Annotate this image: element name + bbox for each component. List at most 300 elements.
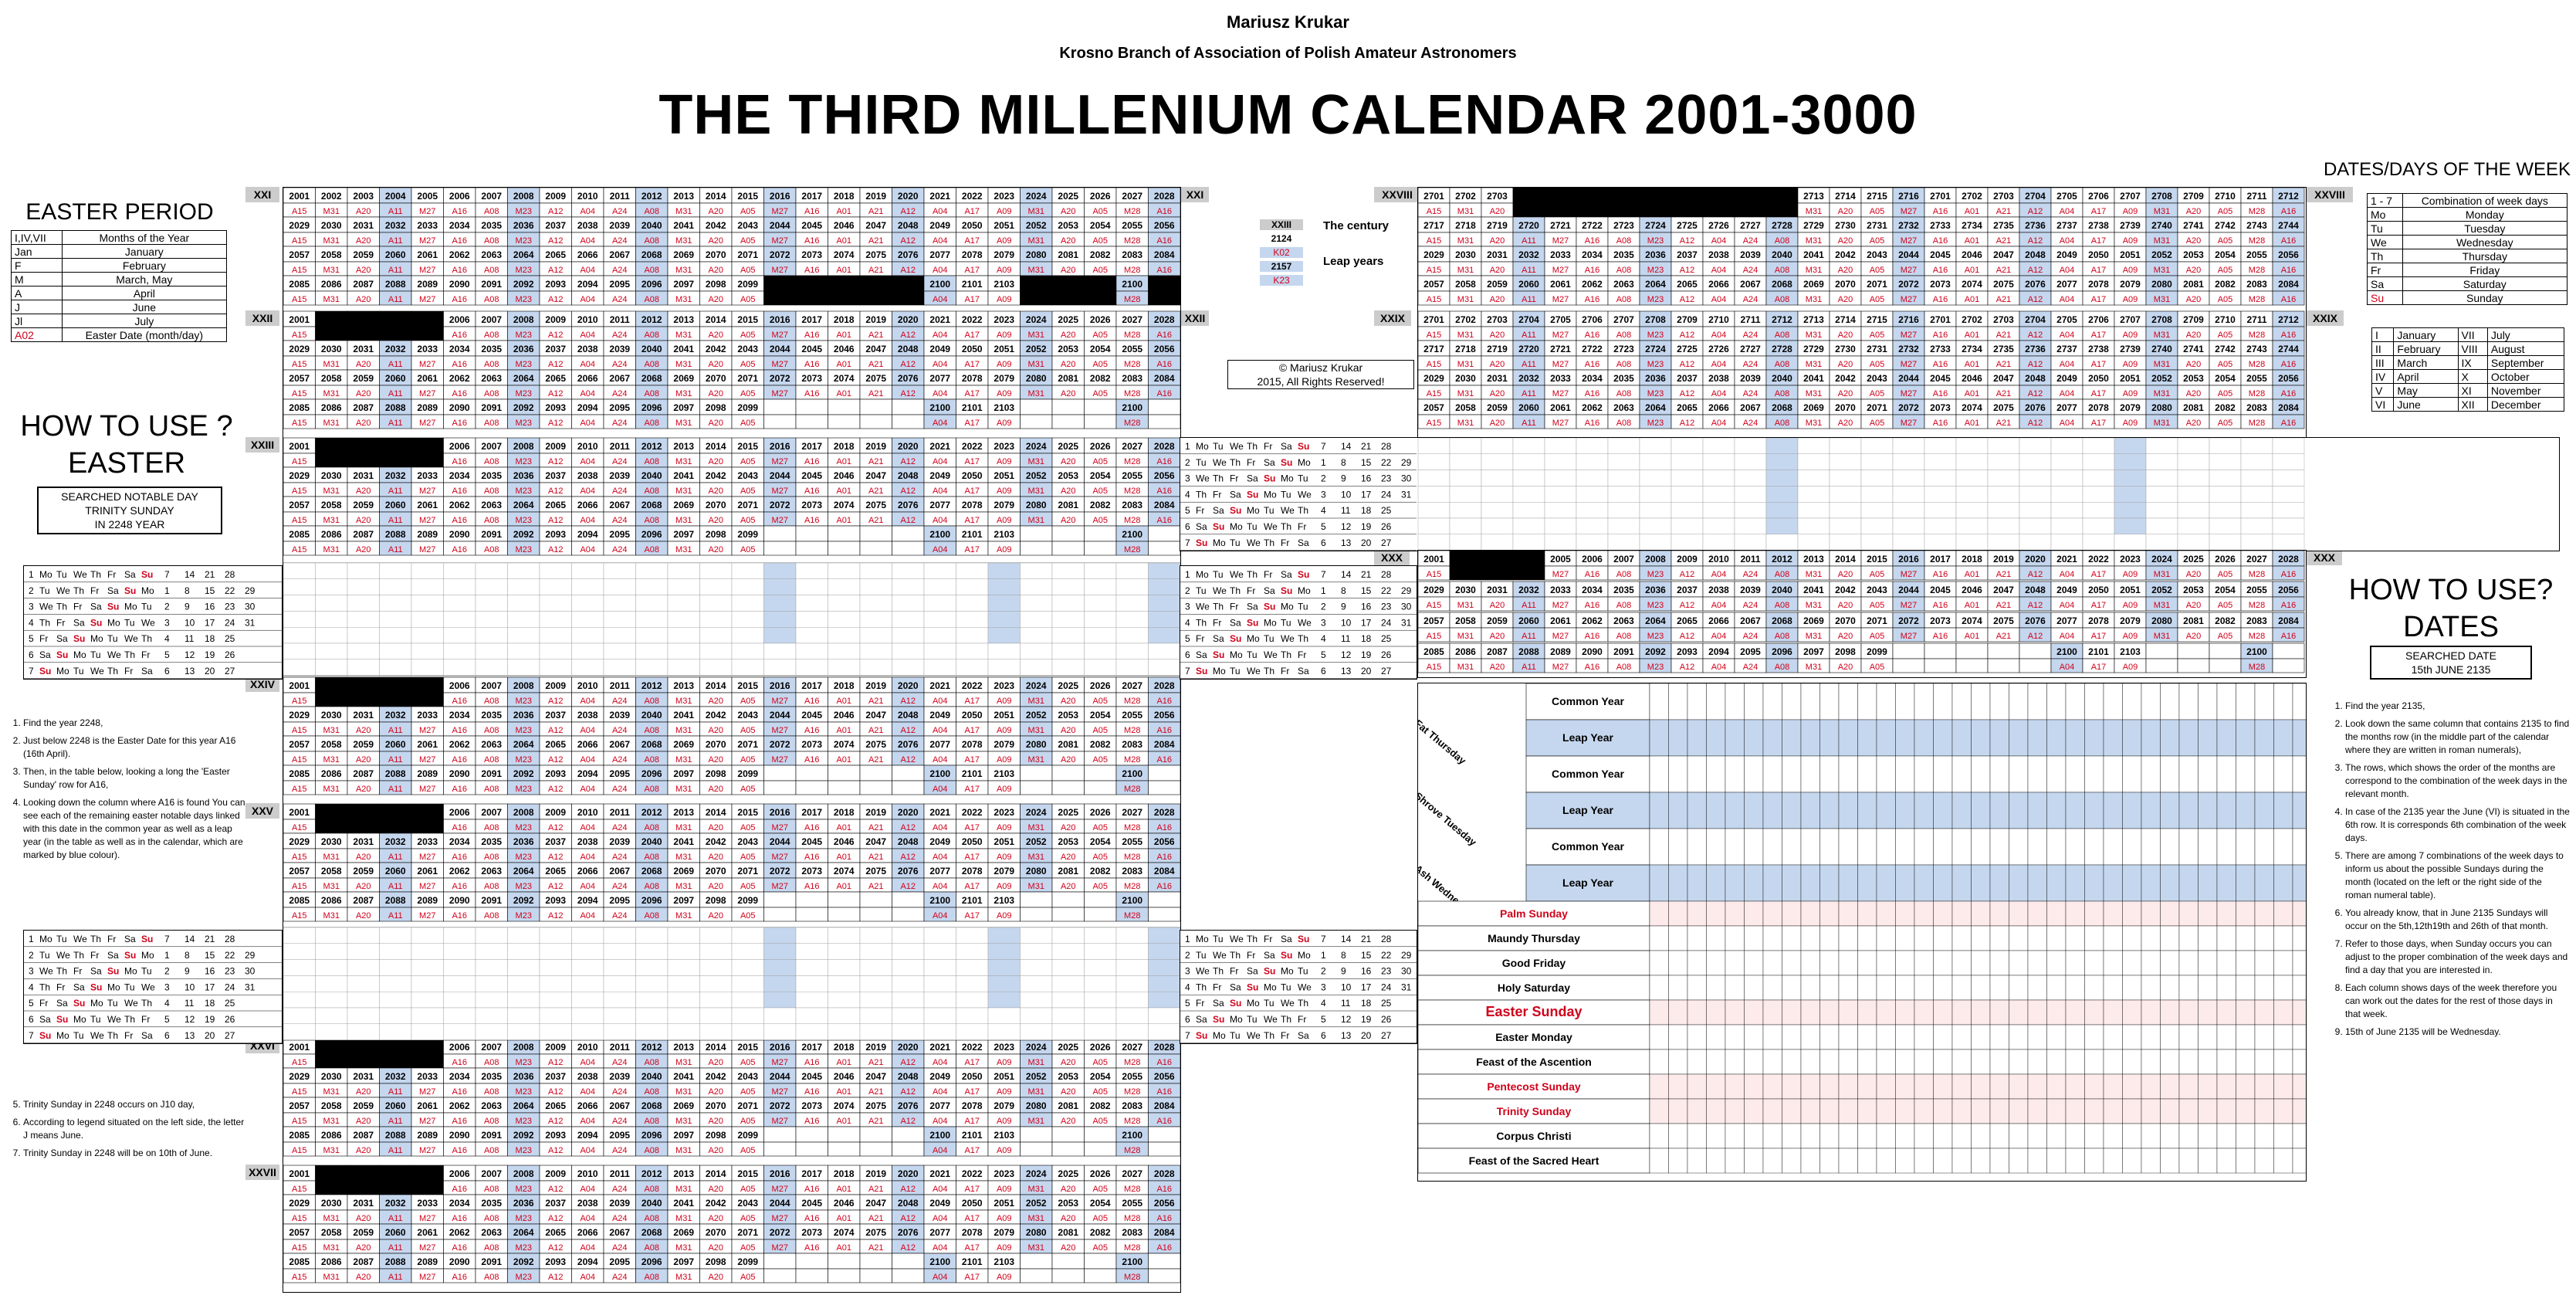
- easter-code: A11: [388, 1087, 403, 1097]
- easter-code: A24: [611, 755, 628, 765]
- year-label: 2059: [353, 866, 374, 876]
- easter-code: A12: [900, 457, 916, 466]
- month-combo-cell: [1608, 502, 1640, 518]
- easter-code: M23: [1647, 632, 1664, 641]
- easter-code: A01: [836, 755, 852, 765]
- easter-code: A12: [1679, 601, 1695, 610]
- easter-code: A21: [868, 823, 884, 832]
- easter-code: A05: [2217, 632, 2233, 641]
- year-cell: [347, 311, 380, 327]
- easter-cell: [1052, 781, 1085, 795]
- legend-easter-sample: K02: [1260, 247, 1303, 258]
- month-combo-cell: [283, 563, 316, 579]
- month-combo-cell: [1085, 944, 1117, 960]
- year-label: 2740: [2151, 344, 2172, 354]
- easter-code: A09: [2122, 295, 2138, 304]
- easter-code: A04: [2059, 419, 2075, 428]
- easter-period-value: February: [62, 259, 226, 273]
- easter-code: A12: [547, 823, 564, 832]
- easter-code: M31: [323, 853, 340, 862]
- year-label: 2041: [673, 836, 695, 847]
- year-label: 2055: [1122, 220, 1143, 231]
- year-label: 2052: [2151, 585, 2172, 595]
- month-combo-cell: [316, 659, 348, 676]
- year-label: 2061: [1550, 402, 1571, 413]
- year-label: 2709: [2183, 191, 2204, 202]
- easter-code: A24: [1742, 601, 1759, 610]
- easter-code: A20: [355, 1146, 371, 1155]
- year-label: 2035: [481, 710, 503, 721]
- easter-cell: [1149, 907, 1181, 921]
- year-label: 2053: [1058, 220, 1079, 231]
- easter-code: A21: [868, 1058, 884, 1067]
- year-label: 2047: [865, 344, 887, 354]
- month-combo-cell: [1149, 595, 1181, 612]
- sunday-date: 14: [1341, 441, 1352, 452]
- month-combo-cell: [572, 579, 604, 595]
- sunday-date: 22: [1381, 456, 1392, 468]
- month-combo-cell: [2051, 502, 2083, 518]
- easter-period-row: [12, 245, 227, 259]
- easter-code: M28: [1124, 1117, 1141, 1126]
- year-label: 2021: [2056, 554, 2077, 565]
- easter-code: M31: [323, 207, 340, 216]
- year-label: 2034: [449, 1198, 470, 1209]
- year-label: 2034: [449, 344, 470, 354]
- weekday-abbr: Th: [1264, 537, 1275, 548]
- easter-code: M28: [1124, 295, 1141, 304]
- easter-code: M31: [1805, 295, 1823, 304]
- year-label: 2100: [929, 529, 951, 540]
- easter-code: A09: [996, 331, 1012, 340]
- easter-code: A05: [740, 853, 756, 862]
- year-label: 2043: [737, 1198, 759, 1209]
- year-label: 2057: [289, 1227, 310, 1238]
- year-label: 2018: [1962, 554, 1982, 565]
- easter-code: M27: [419, 726, 436, 735]
- easter-code: A12: [2027, 389, 2043, 398]
- year-label: 2006: [449, 191, 470, 202]
- easter-code: A05: [1869, 207, 1885, 216]
- easter-code: A04: [932, 487, 948, 496]
- weekday-abbr: Sa: [1264, 456, 1275, 468]
- year-label: 2067: [609, 866, 631, 876]
- easter-code: A16: [452, 697, 468, 706]
- year-label: 2014: [705, 807, 726, 818]
- month-combo-cell: [316, 595, 348, 612]
- year-label: 2045: [1930, 373, 1951, 384]
- easter-code: A24: [1742, 663, 1759, 672]
- month-combo-cell: [764, 975, 797, 992]
- easter-code: M31: [1457, 360, 1474, 369]
- easter-code: M27: [419, 389, 436, 398]
- month-combo-cell: [1085, 975, 1117, 992]
- year-label: 2065: [545, 739, 567, 750]
- easter-code: M31: [1027, 389, 1044, 398]
- year-label: 2095: [609, 768, 631, 779]
- year-label: 2074: [833, 500, 855, 510]
- year-label: 2006: [449, 807, 470, 818]
- year-label: 2705: [1550, 314, 1571, 325]
- year-label: 2016: [769, 1168, 790, 1179]
- weekday-abbr: Fr: [1230, 473, 1239, 484]
- easter-code: A08: [483, 726, 499, 735]
- easter-code: A04: [932, 1243, 948, 1253]
- easter-code: A08: [483, 295, 499, 304]
- easter-code: M27: [1552, 331, 1569, 340]
- year-label: 2063: [481, 1100, 503, 1111]
- easter-code: M27: [419, 1273, 436, 1282]
- month-combo-cell: [540, 579, 572, 595]
- month-combo-cell: [1116, 595, 1149, 612]
- easter-code: A20: [1489, 663, 1505, 672]
- month-combo-cell: [508, 627, 540, 643]
- month-combo-cell: [283, 627, 316, 643]
- month-combo-cell: [1085, 960, 1117, 976]
- month-combo-cell: [380, 1008, 412, 1024]
- easter-code: A15: [291, 823, 307, 832]
- year-label: 2012: [641, 807, 662, 818]
- year-label: 2029: [289, 710, 310, 721]
- year-label: 2054: [2215, 373, 2236, 384]
- easter-code: A15: [1426, 632, 1442, 641]
- year-label: 2726: [1708, 344, 1729, 354]
- year-label: 2027: [1122, 1042, 1143, 1053]
- year-label: 2049: [929, 470, 951, 481]
- easter-code: A04: [580, 545, 596, 554]
- year-label: 2020: [897, 314, 919, 325]
- right-year-grid-top-svg: [1418, 188, 2306, 441]
- month-combo-cell: [828, 992, 861, 1008]
- month-combo-cell: [540, 611, 572, 627]
- year-cell: [1924, 643, 1956, 659]
- year-label: 2707: [2120, 191, 2141, 202]
- year-label: 2050: [961, 344, 983, 354]
- easter-code: A11: [1522, 295, 1536, 304]
- easter-code: M23: [1647, 663, 1664, 672]
- easter-code: M28: [1124, 911, 1141, 921]
- easter-code: A09: [2122, 570, 2138, 579]
- weekday-abbr: Su: [1281, 456, 1293, 468]
- easter-code: A05: [2217, 266, 2233, 275]
- easter-code: A11: [388, 295, 403, 304]
- easter-code: A04: [1711, 389, 1727, 398]
- year-label: 2064: [513, 739, 534, 750]
- easter-cell: [860, 1142, 892, 1156]
- year-label: 2055: [1122, 710, 1143, 721]
- year-label: 2045: [801, 1071, 823, 1082]
- easter-code: A08: [1774, 570, 1790, 579]
- month-combo-cell: [1021, 643, 1053, 659]
- easter-cell: [860, 1269, 892, 1283]
- month-combo-cell: [1545, 486, 1576, 502]
- year-label: 2048: [897, 470, 919, 481]
- easter-code: M27: [419, 1146, 436, 1155]
- easter-code: M27: [771, 882, 788, 891]
- easter-code: M27: [1552, 266, 1569, 275]
- easter-code: A05: [2217, 601, 2233, 610]
- month-combo-cell: [1085, 627, 1117, 643]
- easter-code: A16: [452, 331, 468, 340]
- year-label: 2092: [513, 1256, 534, 1267]
- easter-code: A21: [1995, 360, 2012, 369]
- month-combo-cell: [380, 627, 412, 643]
- easter-code: M28: [1124, 331, 1141, 340]
- easter-code: M27: [1900, 331, 1918, 340]
- year-cell: [764, 765, 797, 781]
- year-label: 2717: [1423, 220, 1444, 231]
- year-label: 2051: [2120, 373, 2141, 384]
- easter-code: A08: [644, 882, 660, 891]
- month-combo-cell: [347, 1024, 380, 1040]
- weekday-combination-strip-top: [1180, 437, 2560, 551]
- year-label: 2065: [545, 1100, 567, 1111]
- year-cell: [1513, 188, 1545, 203]
- year-label: 2064: [513, 866, 534, 876]
- year-label: 2020: [897, 680, 919, 691]
- year-label: 2041: [673, 1071, 695, 1082]
- year-cell: [828, 1253, 861, 1269]
- year-label: 2038: [577, 836, 598, 847]
- month-combo-cell: [2178, 470, 2209, 487]
- easter-code: A05: [2217, 360, 2233, 369]
- easter-code: A20: [1837, 570, 1853, 579]
- year-label: 2058: [1455, 615, 1476, 626]
- year-label: 2075: [865, 249, 887, 260]
- easter-cell: [892, 907, 925, 921]
- easter-code: A16: [804, 1214, 820, 1223]
- month-combo-cell: [1481, 534, 1513, 551]
- easter-code: A16: [804, 1087, 820, 1097]
- year-label: 2041: [673, 1198, 695, 1209]
- year-label: 2084: [2278, 615, 2299, 626]
- year-label: 2046: [833, 220, 855, 231]
- easter-code: A11: [388, 911, 403, 921]
- easter-code: A20: [355, 266, 371, 275]
- year-label: 2060: [384, 373, 406, 384]
- month-combo-cell: [924, 927, 956, 944]
- easter-cell: [1021, 541, 1053, 555]
- month-combo-cell: [860, 1024, 892, 1040]
- easter-code: M31: [323, 516, 340, 525]
- easter-code: M31: [675, 1214, 692, 1223]
- month-combo-cell: [1481, 470, 1513, 487]
- year-label: 2081: [2183, 615, 2204, 626]
- month-combo-cell: [1085, 992, 1117, 1008]
- month-combo-cell: [636, 992, 669, 1008]
- month-combo-cell: [860, 975, 892, 992]
- month-combo-cell: [764, 611, 797, 627]
- year-label: 2077: [929, 373, 951, 384]
- year-label: 2091: [1613, 646, 1634, 657]
- year-label: 2047: [865, 470, 887, 481]
- easter-code: A21: [868, 266, 884, 275]
- month-combo-cell: [1956, 534, 1988, 551]
- easter-cell: [796, 291, 828, 305]
- year-label: 2062: [449, 373, 470, 384]
- year-label: 2055: [1122, 1071, 1143, 1082]
- easter-code: A16: [452, 295, 468, 304]
- year-label: 2009: [545, 680, 567, 691]
- easter-code: M31: [1027, 266, 1044, 275]
- year-label: 2054: [1089, 470, 1111, 481]
- easter-code: A16: [452, 1243, 468, 1253]
- sunday-date: 25: [1381, 505, 1392, 517]
- easter-code: A04: [1711, 632, 1727, 641]
- month-combo-cell: [2019, 438, 2051, 454]
- easter-code: M31: [1805, 389, 1823, 398]
- year-label: 2071: [737, 500, 759, 510]
- month-combo-cell: [1052, 627, 1085, 643]
- year-label: 2711: [1740, 314, 1761, 325]
- easter-code: M28: [1124, 755, 1141, 765]
- year-label: 2074: [833, 1100, 855, 1111]
- easter-code: M31: [1027, 755, 1044, 765]
- year-label: 2060: [1518, 402, 1539, 413]
- year-cell: [796, 1253, 828, 1269]
- easter-code: A24: [611, 389, 628, 398]
- easter-code: M27: [771, 236, 788, 246]
- easter-code: A05: [1092, 726, 1109, 735]
- year-cell: [1608, 188, 1640, 203]
- year-label: 2024: [1025, 191, 1047, 202]
- year-label: 2083: [1122, 1227, 1143, 1238]
- easter-cell: [1021, 1142, 1053, 1156]
- box-line-2: TRINITY SUNDAY: [85, 504, 174, 517]
- easter-code: A12: [900, 360, 916, 369]
- year-label: 2019: [865, 314, 887, 325]
- year-label: 2007: [481, 441, 503, 452]
- year-label: 2077: [929, 500, 951, 510]
- easter-code: A01: [836, 389, 852, 398]
- month-combo-cell: [508, 611, 540, 627]
- easter-code: A24: [611, 1273, 628, 1282]
- year-label: 2043: [737, 1071, 759, 1082]
- year-label: 2057: [289, 249, 310, 260]
- easter-code: M27: [771, 1185, 788, 1194]
- easter-cell: [316, 693, 348, 707]
- easter-code: A15: [291, 1117, 307, 1126]
- year-label: 2028: [1153, 441, 1175, 452]
- year-label: 2073: [801, 500, 823, 510]
- easter-code: M23: [515, 1185, 532, 1194]
- year-label: 2044: [769, 1071, 790, 1082]
- year-label: 2035: [1613, 585, 1634, 595]
- easter-code: M27: [771, 1243, 788, 1253]
- easter-code: A16: [452, 360, 468, 369]
- year-label: 2087: [353, 895, 374, 906]
- easter-period-value: April: [62, 287, 226, 300]
- month-combo-cell: [860, 927, 892, 944]
- year-label: 2045: [801, 710, 823, 721]
- year-cell: [1052, 1253, 1085, 1269]
- easter-code: A24: [611, 295, 628, 304]
- year-label: 2001: [289, 1168, 310, 1179]
- easter-code: A16: [1156, 882, 1173, 891]
- easter-code: A05: [740, 823, 756, 832]
- month-combo-cell: [347, 659, 380, 676]
- year-label: 2065: [1677, 279, 1698, 290]
- year-label: 2067: [1740, 279, 1761, 290]
- year-label: 2075: [1993, 279, 2014, 290]
- easter-code: A12: [900, 207, 916, 216]
- easter-code: M31: [675, 911, 692, 921]
- easter-code: A04: [1711, 266, 1727, 275]
- easter-code: A09: [996, 389, 1012, 398]
- year-label: 2084: [2278, 279, 2299, 290]
- month-combo-cell: [668, 944, 700, 960]
- weekday-abbr: Sa: [1196, 521, 1207, 532]
- easter-cell: [316, 327, 348, 341]
- month-combo-cell: [892, 944, 925, 960]
- month-combo-cell: [347, 627, 380, 643]
- year-label: 2088: [384, 895, 406, 906]
- easter-code: A24: [611, 1117, 628, 1126]
- easter-code: A12: [547, 266, 564, 275]
- century-label-xxii: XXII: [245, 310, 279, 326]
- year-label: 2078: [961, 1227, 983, 1238]
- easter-code: M28: [1124, 207, 1141, 216]
- easter-code: M27: [1900, 389, 1918, 398]
- easter-period-value: January: [62, 245, 226, 259]
- easter-code: A05: [2217, 236, 2233, 246]
- year-label: 2079: [994, 500, 1015, 510]
- easter-cell: [1149, 1269, 1181, 1283]
- easter-code: A05: [1092, 389, 1109, 398]
- year-label: 2739: [2120, 344, 2141, 354]
- easter-code: A20: [1060, 1243, 1076, 1253]
- easter-code: A04: [932, 516, 948, 525]
- easter-code: A16: [452, 911, 468, 921]
- year-label: 2012: [641, 441, 662, 452]
- year-label: 2094: [577, 1130, 598, 1141]
- weekday-abbr: Mo: [1281, 473, 1294, 484]
- easter-code: M27: [419, 1243, 436, 1253]
- month-combo-cell: [572, 992, 604, 1008]
- easter-code: A01: [836, 207, 852, 216]
- year-label: 2013: [673, 441, 695, 452]
- year-label: 2007: [481, 680, 503, 691]
- year-label: 2040: [1772, 373, 1792, 384]
- year-label: 2054: [1089, 836, 1111, 847]
- year-cell: [764, 892, 797, 907]
- easter-code: M31: [323, 236, 340, 246]
- easter-code: A12: [547, 1273, 564, 1282]
- easter-code: A05: [2217, 419, 2233, 428]
- year-cell: [1021, 1253, 1053, 1269]
- easter-code: A16: [804, 755, 820, 765]
- year-label: 2039: [609, 470, 631, 481]
- year-label: 2077: [929, 1100, 951, 1111]
- easter-code: A04: [1711, 601, 1727, 610]
- easter-code: A20: [1489, 236, 1505, 246]
- month-combo-cell: [2178, 518, 2209, 534]
- easter-code: M31: [323, 755, 340, 765]
- month-combo-cell: [956, 627, 989, 643]
- month-combo-cell: [2178, 534, 2209, 551]
- year-label: 2013: [673, 314, 695, 325]
- month-combo-cell: [2209, 502, 2241, 518]
- easter-code: M31: [323, 266, 340, 275]
- year-label: 2096: [641, 895, 662, 906]
- weekday-abbr: We: [1264, 521, 1278, 532]
- easter-code: M31: [1027, 457, 1044, 466]
- easter-cell: [1052, 541, 1085, 555]
- month-combo-cell: [1545, 534, 1576, 551]
- weekday-abbr: Su: [1213, 521, 1225, 532]
- year-label: 2100: [929, 402, 951, 413]
- easter-code: A01: [1964, 331, 1980, 340]
